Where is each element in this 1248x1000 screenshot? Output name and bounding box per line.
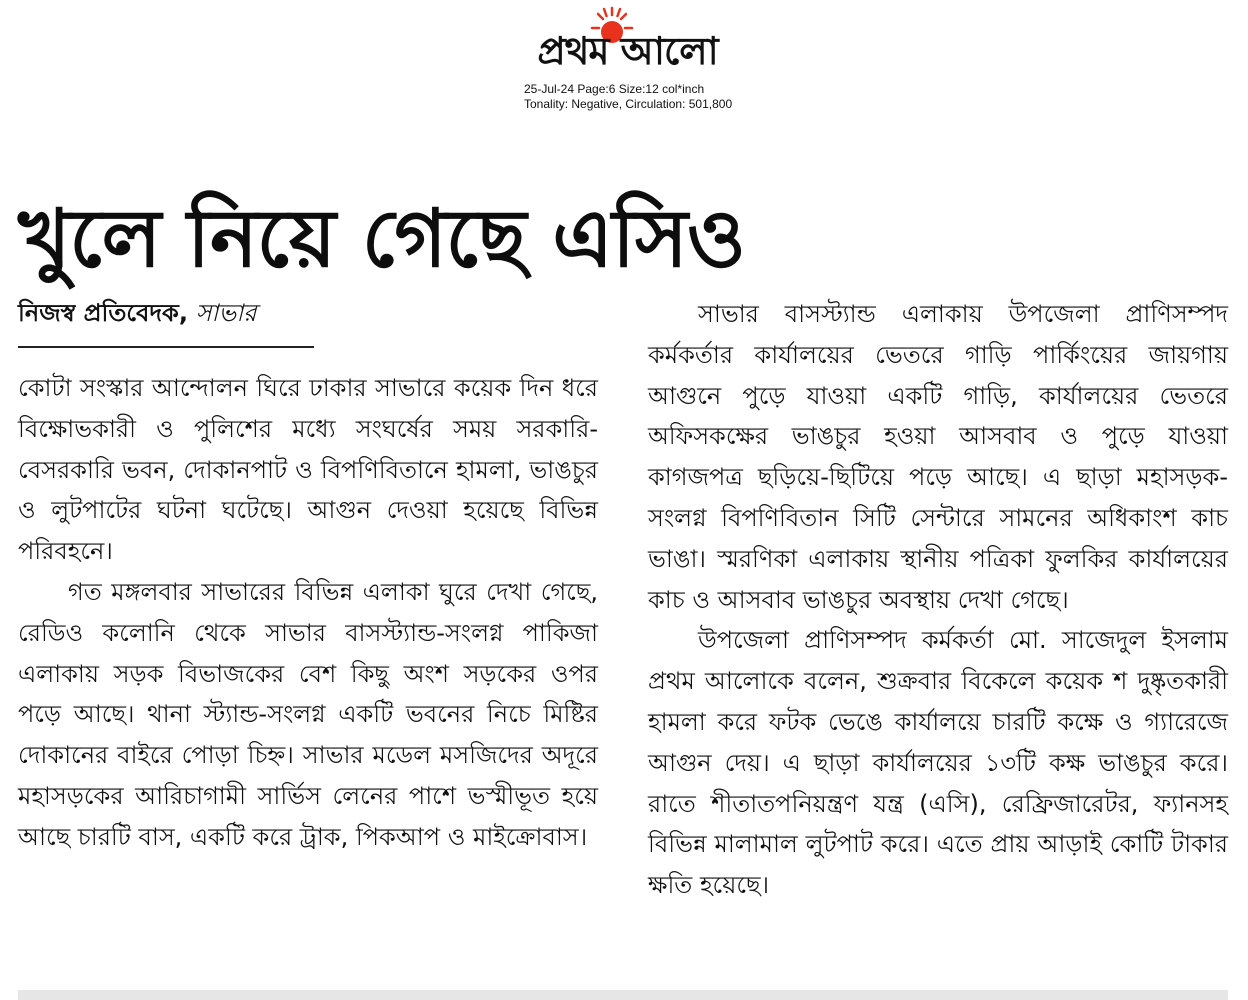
clipping-meta xyxy=(524,82,732,112)
byline-location: সাভার xyxy=(195,299,257,327)
article-headline: খুলে নিয়ে গেছে এসিও xyxy=(18,191,745,285)
paragraph: উপজেলা প্রাণিসম্পদ কর্মকর্তা মো. সাজেদুল ইসলাম প্রথম আলোকে বলেন, শুক্রবার বিকেলে কয়েক শ দুষ্কৃতকারী হামলা করে ফটক ভেঙে কার্যালয়ে চারটি কক্ষে ও গ্যারেজে আগুন দেয়। এ ছাড়া কার্যালয়ের ১৩টি কক্ষ ভাঙচুর করে। রাতে শীতাতপনিয়ন্ত্রণ যন্ত্র (এসি), রেফ্রিজারেটর, ফ্যানসহ বিভিন্ন মালামাল লুটপাট করে। এতে প্রায় আড়াই কোটি টাকার ক্ষতি হয়েছে। xyxy=(648,626,1228,900)
byline-divider xyxy=(18,346,314,348)
meta-date-page-size: 25-Jul-24 Page:6 Size:12 col*inch xyxy=(524,82,705,96)
article-column-right xyxy=(648,294,1228,906)
masthead xyxy=(0,6,1248,116)
paragraph: সাভার বাসস্ট্যান্ড এলাকায় উপজেলা প্রাণিসম্পদ কর্মকর্তার কার্যালয়ের ভেতরে গাড়ি পার্কিংয়ের জায়গায় আগুনে পুড়ে যাওয়া একটি গাড়ি, কার্যালয়ের ভেতরে অফিসকক্ষের ভাঙচুর হওয়া আসবাব ও পুড়ে যাওয়া কাগজপত্র ছড়িয়ে-ছিটিয়ে পড়ে আছে। এ ছাড়া মহাসড়ক-সংলগ্ন বিপণিবিতান সিটি সেন্টারে সামনের অধিকাংশ কাচ ভাঙা। স্মরণিকা এলাকায় স্থানীয় পত্রিকা ফুলকির কার্যালয়ের কাচ ও আসবাব ভাঙচুর অবস্থায় দেখা গেছে। xyxy=(648,300,1228,614)
logo-wordmark: প্রথম আলো xyxy=(537,29,718,73)
paragraph: কোটা সংস্কার আন্দোলন ঘিরে ঢাকার সাভারে কয়েক দিন ধরে বিক্ষোভকারী ও পুলিশের মধ্যে সংঘর্ষের সময় সরকারি-বেসরকারি ভবন, দোকানপাট ও বিপণিবিতানে হামলা, ভাঙচুর ও লুটপাটের ঘটনা ঘটেছে। আগুন দেওয়া হয়েছে বিভিন্ন পরিবহনে। xyxy=(18,374,598,566)
byline-reporter: নিজস্ব প্রতিবেদক, xyxy=(18,299,188,327)
byline xyxy=(18,296,318,330)
paragraph: গত মঙ্গলবার সাভারের বিভিন্ন এলাকা ঘুরে দেখা গেছে, রেডিও কলোনি থেকে সাভার বাসস্ট্যান্ড-সংলগ্ন পাকিজা এলাকায় সড়ক বিভাজকের বেশ কিছু অংশ সড়কের ওপর পড়ে আছে। থানা স্ট্যান্ড-সংলগ্ন একটি ভবনের নিচে মিষ্টির দোকানের বাইরে পোড়া চিহ্ন। সাভার মডেল মসজিদের অদূরে মহাসড়কের আরিচাগামী সার্ভিস লেনের পাশে ভস্মীভূত হয়ে আছে চারটি বাস, একটি করে ট্রাক, পিকআপ ও মাইক্রোবাস। xyxy=(18,577,598,851)
meta-tonality-circulation: Tonality: Negative, Circulation: 501,800 xyxy=(524,97,733,111)
newspaper-logo xyxy=(490,14,765,76)
page-bottom-divider xyxy=(18,990,1228,1000)
article-column-left xyxy=(18,368,598,858)
